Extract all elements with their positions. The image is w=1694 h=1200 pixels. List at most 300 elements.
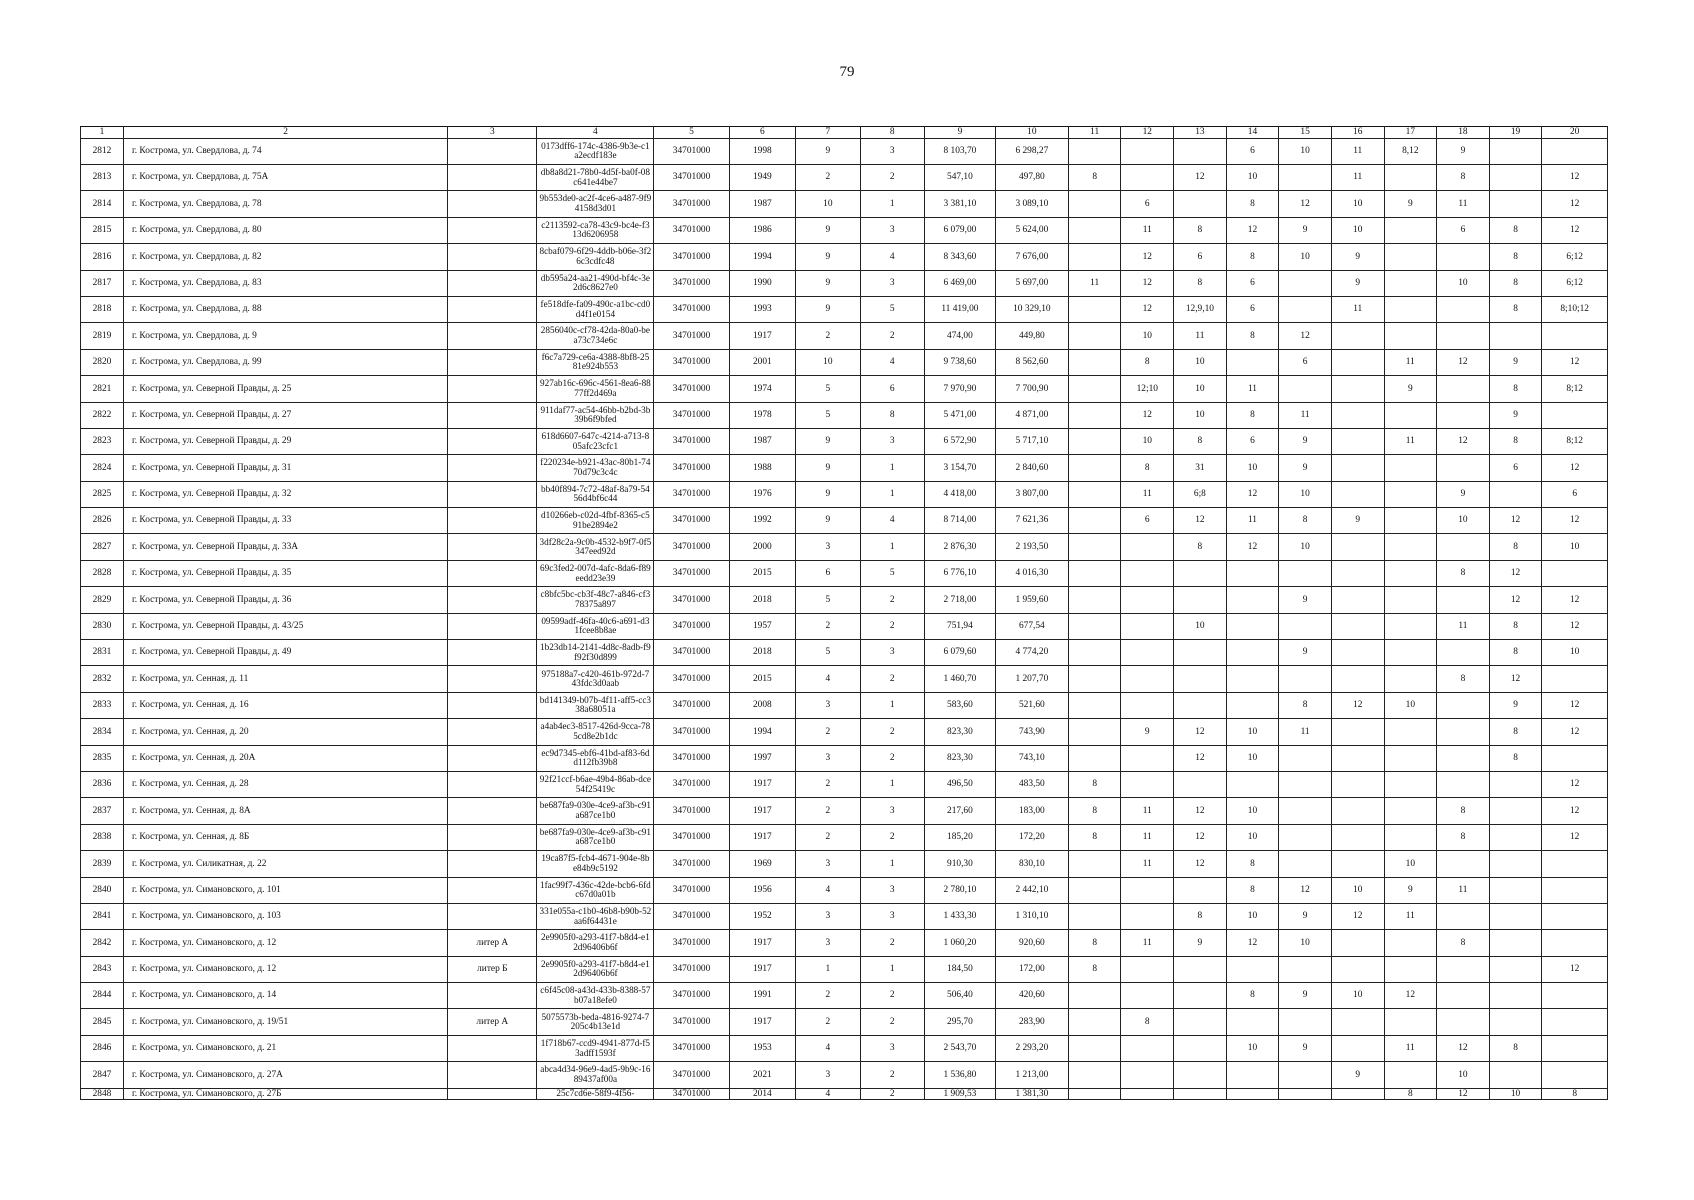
table-row	[81, 692, 1608, 718]
table-cell	[1279, 560, 1332, 586]
table-cell	[1279, 164, 1332, 190]
table-cell	[1489, 798, 1542, 824]
table-cell	[1068, 349, 1121, 375]
table-cell: 6	[1174, 244, 1227, 270]
table-cell: 9	[1437, 481, 1490, 507]
table-cell	[1384, 640, 1437, 666]
table-cell	[1279, 956, 1332, 982]
table-cell: 2001	[729, 349, 796, 375]
table-cell	[1384, 217, 1437, 243]
table-cell: 12	[1174, 798, 1227, 824]
table-cell	[1489, 851, 1542, 877]
table-cell: 34701000	[654, 613, 729, 639]
table-cell	[1331, 1088, 1384, 1100]
table-cell	[1068, 983, 1121, 1009]
table-cell: 11	[1226, 376, 1279, 402]
table-cell	[1384, 587, 1437, 613]
table-cell	[1174, 956, 1227, 982]
table-cell: 8	[1489, 745, 1542, 771]
table-cell	[448, 771, 537, 797]
table-cell: 2 780,10	[924, 877, 995, 903]
table-cell: 1987	[729, 191, 796, 217]
table-row	[81, 270, 1608, 296]
table-cell: 2856040c-cf78-42da-80a0-bea73c734e6c	[537, 323, 654, 349]
table-cell	[1174, 1035, 1227, 1061]
column-header: 20	[1542, 127, 1608, 139]
table-cell: 9	[1279, 983, 1332, 1009]
table-cell	[1437, 956, 1490, 982]
table-cell: a4ab4ec3-8517-426d-9cca-785cd8e2b1dc	[537, 719, 654, 745]
table-row	[81, 587, 1608, 613]
table-cell: 2843	[81, 956, 124, 982]
table-cell: 8	[1068, 771, 1121, 797]
table-cell	[1121, 1088, 1174, 1100]
table-cell: 9	[1279, 428, 1332, 454]
table-cell: литер Б	[448, 956, 537, 982]
table-cell: 9	[1174, 930, 1227, 956]
table-cell: 8	[1489, 244, 1542, 270]
table-cell: 8	[1226, 851, 1279, 877]
table-cell: 12	[1542, 613, 1608, 639]
table-cell: 9 738,60	[924, 349, 995, 375]
table-cell: 2000	[729, 534, 796, 560]
table-cell: 8;12	[1542, 376, 1608, 402]
table-cell: 2828	[81, 560, 124, 586]
table-row	[81, 877, 1608, 903]
table-cell: 34701000	[654, 508, 729, 534]
table-cell: 2815	[81, 217, 124, 243]
table-cell: 2	[860, 1088, 924, 1100]
table-cell: 2822	[81, 402, 124, 428]
table-cell	[1279, 666, 1332, 692]
table-cell: 4	[860, 349, 924, 375]
table-cell	[1384, 323, 1437, 349]
table-cell: 331e055a-c1b0-46b8-b90b-52aa6f64431e	[537, 903, 654, 929]
table-cell	[1384, 1062, 1437, 1088]
table-cell: 483,50	[995, 771, 1068, 797]
table-cell: 12	[1437, 1088, 1490, 1100]
table-cell: 3	[860, 903, 924, 929]
table-cell: 2825	[81, 481, 124, 507]
table-cell: 10	[1226, 824, 1279, 850]
table-cell: 5	[796, 640, 860, 666]
table-cell: 12	[1542, 824, 1608, 850]
table-cell: 3df28c2a-9c0b-4532-b9f7-0f5347eed92d	[537, 534, 654, 560]
column-header: 11	[1068, 127, 1121, 139]
table-cell	[1174, 138, 1227, 164]
table-cell: 6 469,00	[924, 270, 995, 296]
table-cell: 11	[1437, 877, 1490, 903]
table-cell	[1174, 771, 1227, 797]
table-cell	[1384, 270, 1437, 296]
table-cell: 34701000	[654, 296, 729, 322]
table-cell	[1489, 191, 1542, 217]
table-cell: 2	[860, 719, 924, 745]
table-cell	[1121, 771, 1174, 797]
table-cell: 1	[860, 692, 924, 718]
column-number-header-row	[81, 127, 1608, 139]
table-cell	[1068, 851, 1121, 877]
table-cell: 12	[1279, 191, 1332, 217]
table-cell	[1331, 745, 1384, 771]
table-cell: 12	[1542, 956, 1608, 982]
table-cell: 10	[1226, 798, 1279, 824]
table-cell: литер А	[448, 930, 537, 956]
table-cell: 2	[860, 323, 924, 349]
table-cell	[1226, 587, 1279, 613]
table-cell: 5	[796, 402, 860, 428]
table-cell: 34701000	[654, 903, 729, 929]
table-cell: 34701000	[654, 402, 729, 428]
table-cell	[1331, 560, 1384, 586]
table-cell: 2	[860, 164, 924, 190]
table-cell: 8	[1121, 1009, 1174, 1035]
table-cell: 2823	[81, 428, 124, 454]
table-cell: 69c3fed2-007d-4afc-8da6-f89eedd23e39	[537, 560, 654, 586]
table-body	[81, 138, 1608, 1100]
table-cell	[1068, 508, 1121, 534]
table-cell: 10	[1437, 508, 1490, 534]
table-cell: 10	[796, 191, 860, 217]
table-cell	[1384, 455, 1437, 481]
table-cell: 8	[1174, 903, 1227, 929]
table-cell: 1987	[729, 428, 796, 454]
table-cell: 2836	[81, 771, 124, 797]
table-cell: 5	[860, 560, 924, 586]
table-cell	[1542, 903, 1608, 929]
table-cell: 2	[860, 745, 924, 771]
table-cell: 8	[1279, 692, 1332, 718]
table-cell: 1994	[729, 719, 796, 745]
table-cell	[1068, 560, 1121, 586]
table-cell	[1068, 244, 1121, 270]
table-cell	[1068, 138, 1121, 164]
table-cell: 5 471,00	[924, 402, 995, 428]
table-cell	[448, 481, 537, 507]
table-cell: 1990	[729, 270, 796, 296]
column-header: 9	[924, 127, 995, 139]
table-cell: 34701000	[654, 376, 729, 402]
table-cell: 2 718,00	[924, 587, 995, 613]
table-cell: 12	[1489, 666, 1542, 692]
table-cell: 2	[860, 930, 924, 956]
table-cell: 2015	[729, 560, 796, 586]
table-cell: г. Кострома, ул. Свердлова, д. 99	[123, 349, 447, 375]
table-cell	[1437, 692, 1490, 718]
table-cell: 677,54	[995, 613, 1068, 639]
table-cell	[448, 587, 537, 613]
table-cell	[1121, 692, 1174, 718]
table-cell	[1174, 1009, 1227, 1035]
table-row	[81, 666, 1608, 692]
table-cell	[1437, 244, 1490, 270]
table-cell: 34701000	[654, 1062, 729, 1088]
table-cell	[1489, 1009, 1542, 1035]
table-cell: 12	[1489, 587, 1542, 613]
table-cell: 34701000	[654, 270, 729, 296]
column-header: 13	[1174, 127, 1227, 139]
table-cell	[448, 613, 537, 639]
table-cell	[448, 692, 537, 718]
table-cell: 8	[1068, 824, 1121, 850]
table-cell	[1384, 666, 1437, 692]
table-cell: 217,60	[924, 798, 995, 824]
table-cell: 12	[1121, 270, 1174, 296]
table-cell: 2835	[81, 745, 124, 771]
table-cell: 1917	[729, 1009, 796, 1035]
table-cell	[1331, 428, 1384, 454]
table-cell: 11	[1331, 138, 1384, 164]
table-cell: abca4d34-96e9-4ad5-9b9c-1689437af00a	[537, 1062, 654, 1088]
table-cell: 7 970,90	[924, 376, 995, 402]
table-cell	[1437, 402, 1490, 428]
table-cell	[1542, 1062, 1608, 1088]
table-cell: г. Кострома, ул. Северной Правды, д. 33	[123, 508, 447, 534]
table-cell: 6;12	[1542, 244, 1608, 270]
table-cell	[1542, 138, 1608, 164]
table-cell: 2	[796, 323, 860, 349]
table-cell	[1174, 587, 1227, 613]
table-row	[81, 1062, 1608, 1088]
table-cell: 1917	[729, 771, 796, 797]
table-cell: 9	[1279, 217, 1332, 243]
table-cell: 1917	[729, 323, 796, 349]
table-cell: г. Кострома, ул. Свердлова, д. 82	[123, 244, 447, 270]
table-cell	[1226, 560, 1279, 586]
table-cell: 2	[796, 164, 860, 190]
column-header: 19	[1489, 127, 1542, 139]
table-cell: 34701000	[654, 217, 729, 243]
table-cell: 11	[1174, 323, 1227, 349]
table-cell	[1384, 296, 1437, 322]
table-cell: г. Кострома, ул. Сенная, д. 8Б	[123, 824, 447, 850]
table-cell: 2	[860, 613, 924, 639]
table-row	[81, 455, 1608, 481]
table-cell: 10	[1226, 719, 1279, 745]
table-cell	[1542, 323, 1608, 349]
table-cell: 34701000	[654, 138, 729, 164]
table-cell	[1384, 1009, 1437, 1035]
table-cell: 9	[796, 481, 860, 507]
table-cell: 2818	[81, 296, 124, 322]
table-cell: 1	[860, 455, 924, 481]
table-cell: 5 697,00	[995, 270, 1068, 296]
table-row	[81, 508, 1608, 534]
table-cell	[1384, 244, 1437, 270]
table-cell: 927ab16c-696c-4561-8ea6-8877ff2d469a	[537, 376, 654, 402]
table-cell: 12	[1542, 164, 1608, 190]
table-cell: 10	[1121, 323, 1174, 349]
table-cell: 6	[1437, 217, 1490, 243]
table-cell: 1953	[729, 1035, 796, 1061]
table-cell: 4	[796, 1088, 860, 1100]
table-cell: 2816	[81, 244, 124, 270]
table-cell: 9	[796, 508, 860, 534]
table-cell: 283,90	[995, 1009, 1068, 1035]
table-cell: г. Кострома, ул. Северной Правды, д. 29	[123, 428, 447, 454]
table-row	[81, 824, 1608, 850]
table-cell: c2113592-ca78-43c9-bc4e-f313d6206958	[537, 217, 654, 243]
table-cell	[1331, 349, 1384, 375]
table-cell: 12	[1437, 349, 1490, 375]
table-cell: г. Кострома, ул. Северной Правды, д. 25	[123, 376, 447, 402]
table-cell: 6	[860, 376, 924, 402]
table-cell: 2846	[81, 1035, 124, 1061]
table-cell: 1	[860, 771, 924, 797]
table-row	[81, 903, 1608, 929]
table-cell	[1174, 877, 1227, 903]
table-cell: 2841	[81, 903, 124, 929]
table-cell: 2845	[81, 1009, 124, 1035]
table-cell: 6 572,90	[924, 428, 995, 454]
table-row	[81, 798, 1608, 824]
table-cell	[1542, 983, 1608, 1009]
table-cell: 34701000	[654, 666, 729, 692]
table-cell: 8	[1174, 270, 1227, 296]
table-cell	[1331, 1009, 1384, 1035]
table-cell: 8	[1226, 877, 1279, 903]
table-cell	[1437, 296, 1490, 322]
table-cell	[448, 323, 537, 349]
table-cell: 34701000	[654, 1009, 729, 1035]
table-cell: 9	[1279, 903, 1332, 929]
table-cell: г. Кострома, ул. Сенная, д. 28	[123, 771, 447, 797]
table-cell: г. Кострома, ул. Симановского, д. 14	[123, 983, 447, 1009]
table-cell	[1437, 376, 1490, 402]
table-cell: 8	[1174, 428, 1227, 454]
table-cell: 4	[860, 508, 924, 534]
table-row	[81, 164, 1608, 190]
table-cell: 10 329,10	[995, 296, 1068, 322]
table-cell: 8	[1489, 534, 1542, 560]
table-cell: 2834	[81, 719, 124, 745]
table-cell	[1068, 903, 1121, 929]
table-cell: г. Кострома, ул. Северной Правды, д. 32	[123, 481, 447, 507]
table-cell: г. Кострома, ул. Северной Правды, д. 49	[123, 640, 447, 666]
table-cell: г. Кострома, ул. Северной Правды, д. 27	[123, 402, 447, 428]
table-cell	[448, 270, 537, 296]
table-cell	[1331, 719, 1384, 745]
table-cell: 2	[860, 666, 924, 692]
table-cell: 1 381,30	[995, 1088, 1068, 1100]
table-cell: 12	[1121, 296, 1174, 322]
table-cell: 2e9905f0-a293-41f7-b8d4-e12d96406b6f	[537, 930, 654, 956]
table-cell: be687fa9-030e-4ce9-af3b-c91a687ce1b0	[537, 798, 654, 824]
table-cell: 3	[860, 270, 924, 296]
table-cell: 9	[1331, 270, 1384, 296]
table-cell: 2	[796, 613, 860, 639]
column-header: 12	[1121, 127, 1174, 139]
table-cell: 920,60	[995, 930, 1068, 956]
table-cell: 8	[1174, 217, 1227, 243]
table-cell: 10	[1542, 534, 1608, 560]
table-cell	[1226, 956, 1279, 982]
table-cell: 2 876,30	[924, 534, 995, 560]
table-cell: 3	[860, 428, 924, 454]
table-row	[81, 851, 1608, 877]
table-cell: г. Кострома, ул. Симановского, д. 101	[123, 877, 447, 903]
table-cell: 1917	[729, 956, 796, 982]
table-cell: 8	[1226, 244, 1279, 270]
table-cell	[1331, 824, 1384, 850]
table-cell: 11	[1279, 719, 1332, 745]
table-cell	[1174, 560, 1227, 586]
table-cell: г. Кострома, ул. Свердлова, д. 80	[123, 217, 447, 243]
table-cell: 3	[860, 640, 924, 666]
table-cell: 1998	[729, 138, 796, 164]
table-cell: 10	[1226, 903, 1279, 929]
table-cell: 1 959,60	[995, 587, 1068, 613]
table-cell	[1331, 534, 1384, 560]
table-cell: be687fa9-030e-4ce9-af3b-c91a687ce1b0	[537, 824, 654, 850]
table-cell: 9b553de0-ac2f-4ce6-a487-9f94158d3d01	[537, 191, 654, 217]
table-cell	[1068, 640, 1121, 666]
table-cell: 4 774,20	[995, 640, 1068, 666]
table-cell	[1489, 164, 1542, 190]
table-cell: 1 213,00	[995, 1062, 1068, 1088]
table-cell: г. Кострома, ул. Симановского, д. 27Б	[123, 1088, 447, 1100]
table-cell	[1384, 824, 1437, 850]
table-cell: 8	[1174, 534, 1227, 560]
table-cell	[1331, 1035, 1384, 1061]
table-cell: 8	[1226, 323, 1279, 349]
table-cell	[1174, 692, 1227, 718]
table-cell: 8 103,70	[924, 138, 995, 164]
table-cell: 8 343,60	[924, 244, 995, 270]
table-cell: 8	[1489, 296, 1542, 322]
table-cell	[1437, 587, 1490, 613]
table-cell: 1974	[729, 376, 796, 402]
table-cell	[448, 164, 537, 190]
table-cell: 11	[1121, 217, 1174, 243]
table-cell	[448, 983, 537, 1009]
table-cell: 6	[1121, 508, 1174, 534]
table-cell	[448, 666, 537, 692]
table-cell: 10	[1331, 191, 1384, 217]
table-cell: 2838	[81, 824, 124, 850]
table-cell: 11	[1068, 270, 1121, 296]
table-cell: 2842	[81, 930, 124, 956]
table-cell: 5	[796, 587, 860, 613]
table-cell: db8a8d21-78b0-4d5f-ba0f-08c641e44be7	[537, 164, 654, 190]
table-cell: 10	[1279, 138, 1332, 164]
table-cell	[1226, 613, 1279, 639]
table-cell	[1226, 666, 1279, 692]
table-cell	[1174, 666, 1227, 692]
table-cell: 2	[860, 824, 924, 850]
table-cell	[1489, 930, 1542, 956]
table-cell: 2830	[81, 613, 124, 639]
table-cell	[1542, 1009, 1608, 1035]
table-cell: 10	[1384, 692, 1437, 718]
table-cell: 1993	[729, 296, 796, 322]
table-cell: 4 871,00	[995, 402, 1068, 428]
table-cell: 9	[1121, 719, 1174, 745]
table-cell	[1174, 640, 1227, 666]
table-cell: 9	[1384, 877, 1437, 903]
table-cell: 10	[1331, 877, 1384, 903]
table-cell: 172,20	[995, 824, 1068, 850]
table-cell: 2	[860, 587, 924, 613]
table-cell: 6	[1121, 191, 1174, 217]
table-cell	[1331, 402, 1384, 428]
table-cell: 1	[796, 956, 860, 982]
table-cell: 11	[1437, 191, 1490, 217]
table-cell: 1	[860, 956, 924, 982]
table-cell	[1121, 1035, 1174, 1061]
table-cell: 34701000	[654, 587, 729, 613]
table-cell: 3	[796, 745, 860, 771]
